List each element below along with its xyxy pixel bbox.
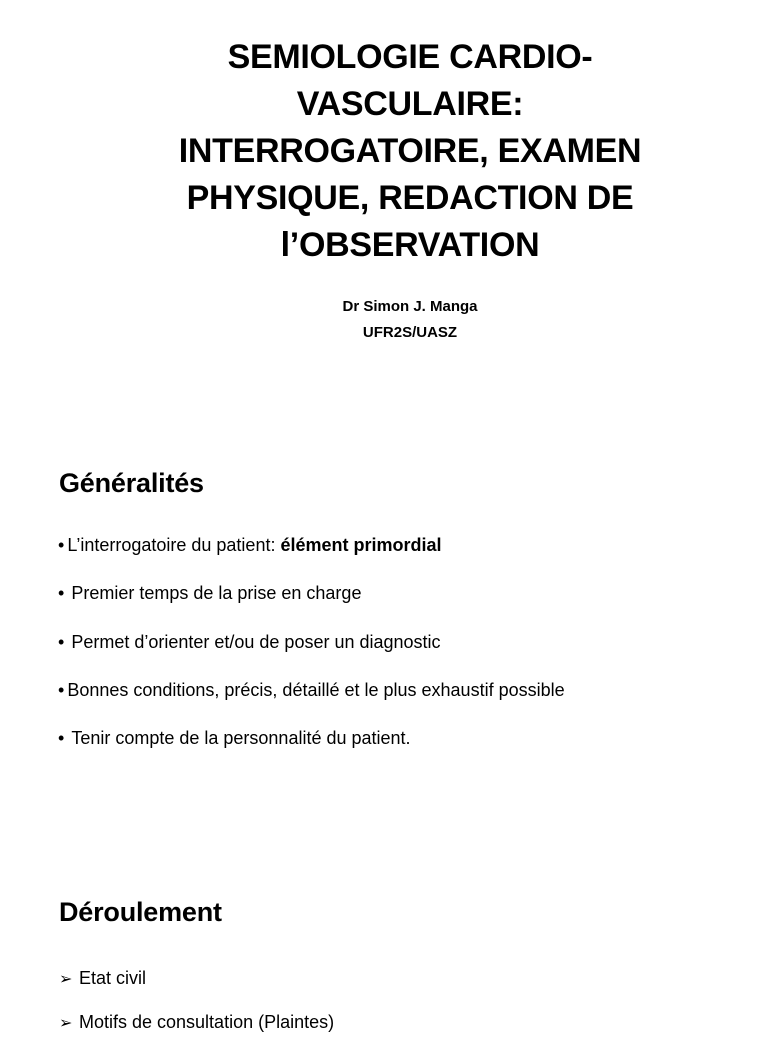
list-item-text: Etat civil <box>79 968 147 988</box>
bullet-dot-icon: • <box>58 631 65 652</box>
bullet-dot-icon: • <box>58 535 65 555</box>
title-line-4: PHYSIQUE, REDACTION DE <box>186 179 634 217</box>
list-item-text: Bonnes conditions, précis, détaillé et le plus exhaustif possible <box>67 679 565 700</box>
title-line-3: INTERROGATOIRE, EXAMEN <box>178 132 642 170</box>
list-item <box>58 576 758 624</box>
list-item-text: Tenir compte de la personnalité du patient. <box>71 728 411 749</box>
title-line-5: l’OBSERVATION <box>280 226 540 264</box>
bullet-dot-icon: • <box>58 583 65 604</box>
list-item <box>59 1005 759 1049</box>
title-line-1: SEMIOLOGIE CARDIO- <box>227 38 593 76</box>
author-block <box>60 294 760 346</box>
slide-title <box>60 34 760 269</box>
list-item-emphasis: élément primordial <box>280 535 442 555</box>
list-item-text: L’interrogatoire du patient: <box>67 535 281 555</box>
bullet-dot-icon: • <box>58 679 65 700</box>
title-line-2: VASCULAIRE: <box>296 85 524 123</box>
list-item-text: Motifs de consultation (Plaintes) <box>79 1012 335 1032</box>
arrow-bullet-icon: ➢ <box>59 971 73 988</box>
list-item <box>58 673 758 721</box>
list-item <box>58 625 758 673</box>
deroulement-list <box>59 961 759 1049</box>
generalites-heading: Généralités <box>59 468 204 498</box>
list-item-text: Permet d’orienter et/ou de poser un diagnostic <box>71 631 441 652</box>
list-item <box>58 528 758 576</box>
author-affiliation: UFR2S/UASZ <box>362 324 458 341</box>
deroulement-heading: Déroulement <box>59 897 222 927</box>
arrow-bullet-icon: ➢ <box>59 1015 73 1032</box>
author-name: Dr Simon J. Manga <box>342 298 478 315</box>
list-item <box>58 721 758 769</box>
generalites-list <box>58 528 758 769</box>
bullet-dot-icon: • <box>58 728 65 749</box>
list-item <box>59 961 759 1005</box>
list-item-text: Premier temps de la prise en charge <box>71 583 362 604</box>
